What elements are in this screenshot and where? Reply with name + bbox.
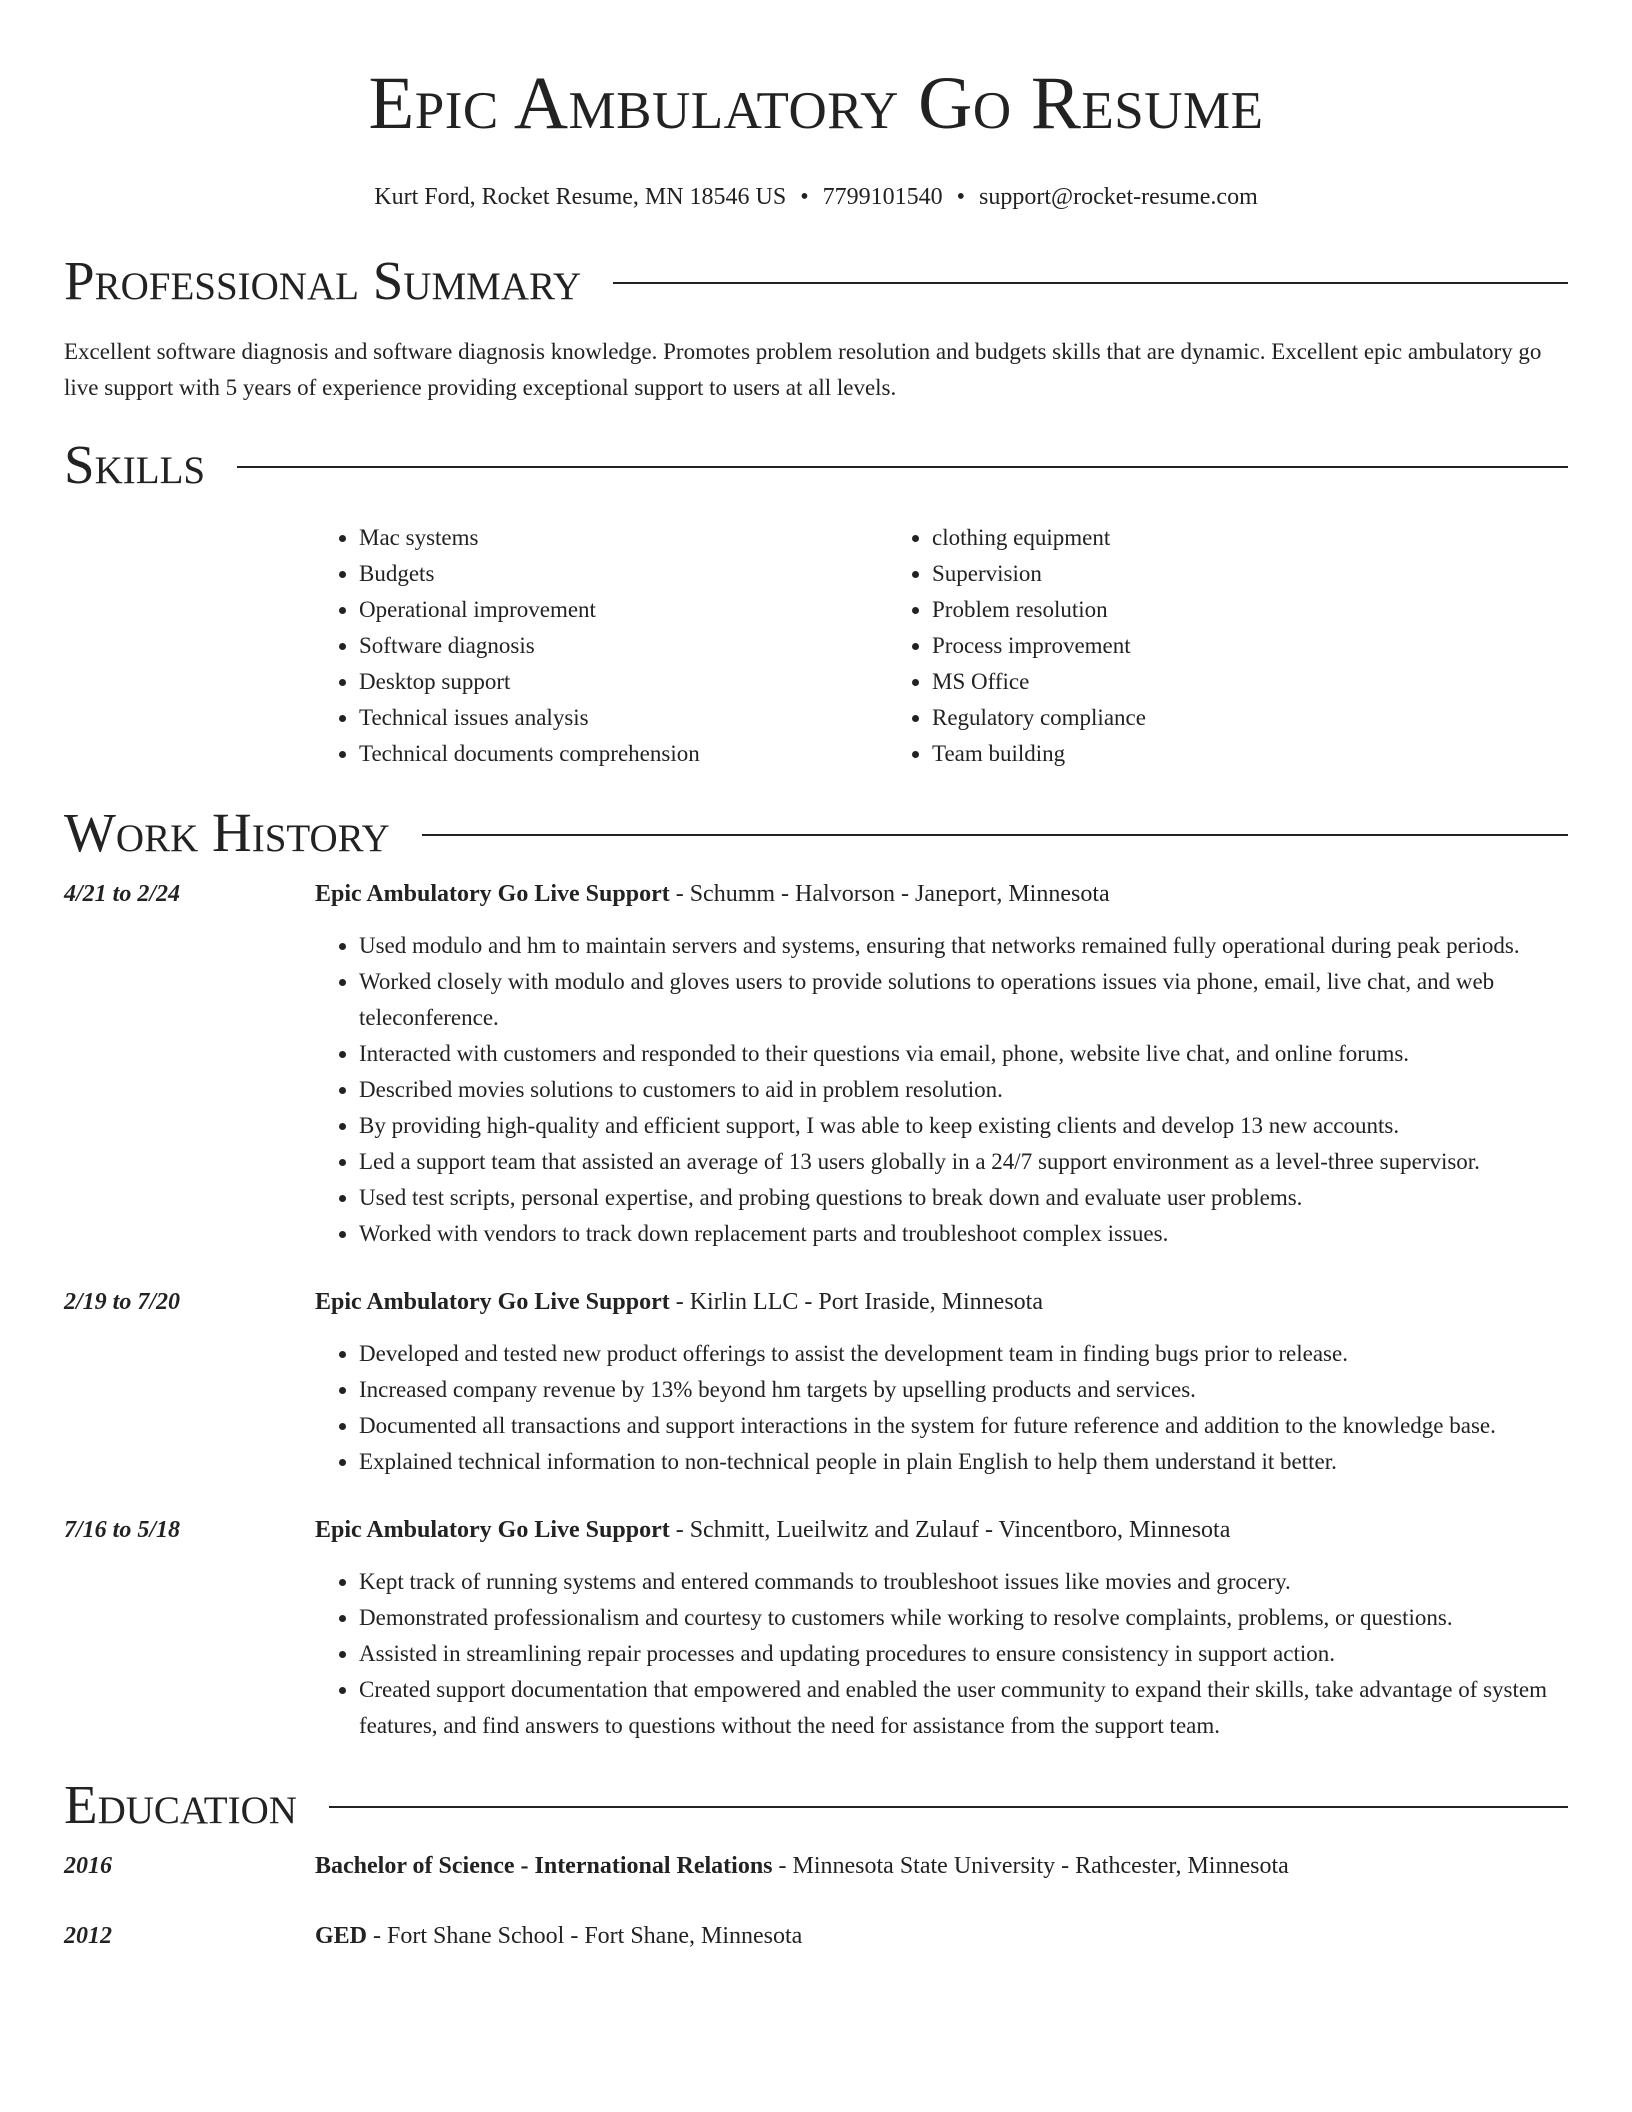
contact-email: support@rocket-resume.com <box>979 184 1258 210</box>
skill-item: • Supervision <box>932 556 1568 592</box>
job-details: - Schmitt, Lueilwitz and Zulauf - Vincentboro, Minnesota <box>669 1517 1231 1543</box>
education-section-heading <box>64 1772 1568 1838</box>
job-bullet: • Developed and tested new product offerings to assist the development team in finding bugs prior to release. <box>359 1336 1568 1372</box>
job-bullet: • Documented all transactions and support interactions in the system for future reference and addition to the knowledge base. <box>359 1408 1568 1444</box>
job-dates: 7/16 to 5/18 <box>64 1517 181 1543</box>
job-bullet: • Worked with vendors to track down replacement parts and troubleshoot complex issues. <box>359 1216 1568 1252</box>
job-entry <box>64 1512 1568 1744</box>
education-degree: GED <box>315 1923 368 1949</box>
job-entry <box>64 876 1568 1252</box>
section-divider <box>422 834 1568 836</box>
job-body <box>315 1512 1568 1744</box>
education-degree: Bachelor of Science - International Relations <box>315 1853 773 1879</box>
job-bullet: • Assisted in streamlining repair processes and updating procedures to ensure consistency in support action. <box>359 1636 1568 1672</box>
job-heading <box>315 1284 1568 1320</box>
skill-item: • Regulatory compliance <box>932 700 1568 736</box>
skill-item: • Problem resolution <box>932 592 1568 628</box>
job-bullet: • By providing high-quality and efficient support, I was able to keep existing clients and develop 13 new accounts. <box>359 1108 1568 1144</box>
education-details: - Fort Shane School - Fort Shane, Minnesota <box>367 1923 803 1949</box>
job-bullet: • Interacted with customers and responded to their questions via email, phone, website live chat, and online forums. <box>359 1036 1568 1072</box>
section-divider <box>237 466 1568 468</box>
job-body <box>315 1284 1568 1480</box>
job-title: Epic Ambulatory Go Live Support <box>315 881 670 907</box>
job-body <box>315 876 1568 1252</box>
skill-item: • Desktop support <box>359 664 888 700</box>
job-bullet: • Led a support team that assisted an average of 13 users globally in a 24/7 support environment as a level-three supervisor. <box>359 1144 1568 1180</box>
education-year: 2012 <box>64 1923 112 1949</box>
job-dates: 4/21 to 2/24 <box>64 881 181 907</box>
section-divider <box>613 282 1568 284</box>
job-bullet: • Used test scripts, personal expertise, and probing questions to break down and evaluate user problems. <box>359 1180 1568 1216</box>
job-bullet: • Described movies solutions to customers to aid in problem resolution. <box>359 1072 1568 1108</box>
job-bullet: • Increased company revenue by 13% beyond hm targets by upselling products and services. <box>359 1372 1568 1408</box>
job-heading <box>315 1512 1568 1548</box>
contact-separator: • <box>956 184 966 210</box>
skill-item: • Process improvement <box>932 628 1568 664</box>
resume-title: Epic Ambulatory Go Resume <box>368 62 1264 145</box>
job-bullet: • Explained technical information to non-technical people in plain English to help them understand it better. <box>359 1444 1568 1480</box>
skills-grid <box>315 520 1568 772</box>
summary-section-heading <box>64 248 1568 314</box>
contact-phone: 7799101540 <box>822 184 943 210</box>
job-bullet: • Used modulo and hm to maintain servers and systems, ensuring that networks remained fully operational during peak periods. <box>359 928 1568 964</box>
work-section-heading <box>64 800 1568 866</box>
skills-list-right <box>888 520 1568 772</box>
education-entry <box>64 1848 1568 1884</box>
job-bullet: • Worked closely with modulo and gloves users to provide solutions to operations issues via phone, email, live chat, and web teleconference. <box>359 964 1568 1036</box>
job-heading <box>315 876 1568 912</box>
summary-text: Excellent software diagnosis and software diagnosis knowledge. Promotes problem resolution and budgets skills that are dynamic. Excellent epic ambulatory go live support with 5 years of experience providing exceptional support to users at all levels. <box>64 339 1542 400</box>
job-details: - Kirlin LLC - Port Iraside, Minnesota <box>669 1289 1043 1315</box>
job-dates: 2/19 to 7/20 <box>64 1289 181 1315</box>
skill-item: • Technical issues analysis <box>359 700 888 736</box>
education-entry <box>64 1918 1568 1954</box>
skills-list-left <box>315 520 888 772</box>
job-details: - Schumm - Halvorson - Janeport, Minnesota <box>669 881 1110 907</box>
summary-heading: Professional Summary <box>64 250 582 311</box>
education-heading: Education <box>64 1774 297 1835</box>
education-line <box>315 1848 1289 1884</box>
contact-address: Kurt Ford, Rocket Resume, MN 18546 US <box>374 184 787 210</box>
skill-item: • Technical documents comprehension <box>359 736 888 772</box>
education-year: 2016 <box>64 1853 112 1879</box>
skill-item: • Team building <box>932 736 1568 772</box>
contact-line <box>64 182 1568 212</box>
job-bullet-list <box>315 1564 1568 1744</box>
skill-item: • Mac systems <box>359 520 888 556</box>
job-title: Epic Ambulatory Go Live Support <box>315 1517 670 1543</box>
job-bullet: • Created support documentation that empowered and enabled the user community to expand their skills, take advantage of system features, and find answers to questions without the need for assistance from the support team. <box>359 1672 1568 1744</box>
job-entry <box>64 1284 1568 1480</box>
skill-item: • clothing equipment <box>932 520 1568 556</box>
work-heading: Work History <box>64 802 390 863</box>
education-details: - Minnesota State University - Rathcester, Minnesota <box>772 1853 1289 1879</box>
job-bullet-list <box>315 1336 1568 1480</box>
skills-section-heading <box>64 432 1568 498</box>
contact-separator: • <box>800 184 809 210</box>
section-divider <box>329 1806 1568 1808</box>
job-bullet-list <box>315 928 1568 1252</box>
skill-item: • Software diagnosis <box>359 628 888 664</box>
skill-item: • Operational improvement <box>359 592 888 628</box>
education-line <box>315 1918 802 1954</box>
skills-heading: Skills <box>64 434 206 495</box>
job-title: Epic Ambulatory Go Live Support <box>315 1289 670 1315</box>
job-bullet: • Demonstrated professionalism and courtesy to customers while working to resolve complaints, problems, or questions. <box>359 1600 1568 1636</box>
skill-item: • MS Office <box>932 664 1568 700</box>
skill-item: • Budgets <box>359 556 888 592</box>
job-bullet: • Kept track of running systems and entered commands to troubleshoot issues like movies and grocery. <box>359 1564 1568 1600</box>
